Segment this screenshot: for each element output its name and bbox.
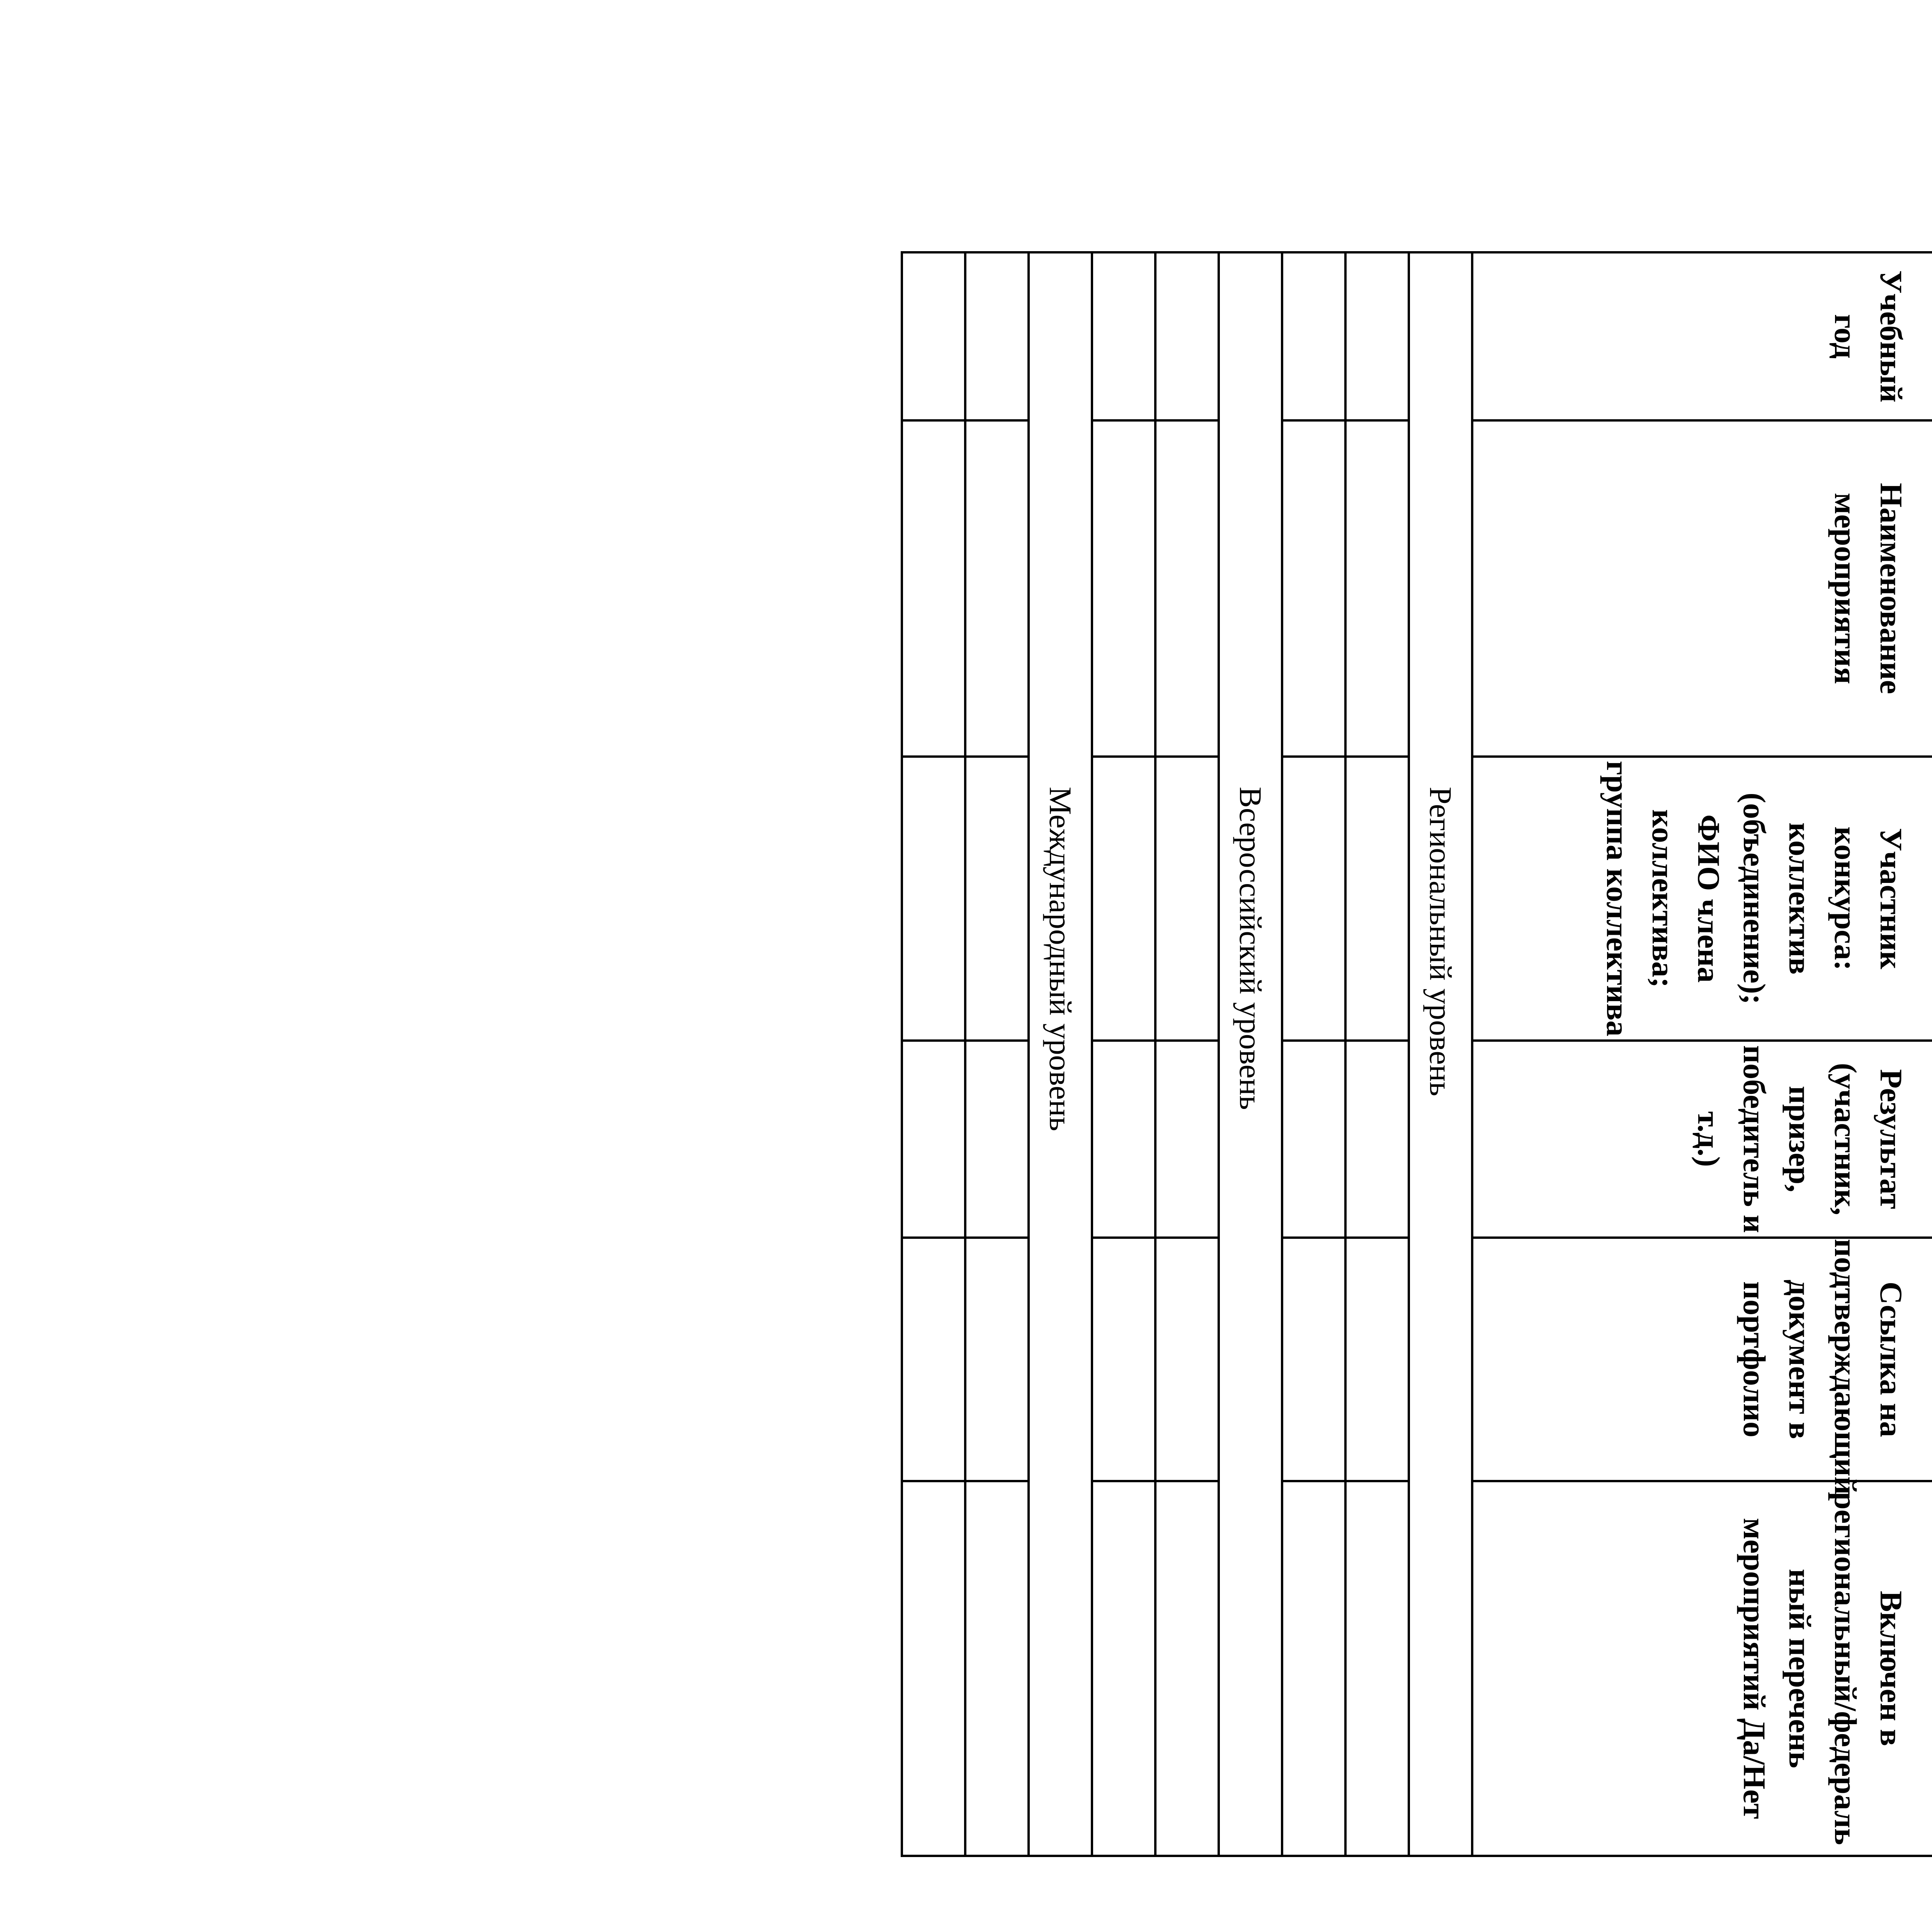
table-cell bbox=[1155, 252, 1219, 420]
table-cell bbox=[902, 420, 965, 757]
table-row bbox=[1282, 252, 1345, 1856]
table-cell bbox=[1345, 1041, 1409, 1238]
table-cell bbox=[965, 252, 1029, 420]
table-cell bbox=[1345, 1238, 1409, 1481]
table-cell bbox=[1282, 1238, 1345, 1481]
table-cell bbox=[965, 757, 1029, 1041]
table-cell bbox=[1155, 757, 1219, 1041]
header-academic-year: Учебный год bbox=[1472, 252, 1932, 420]
level-regional: Региональный уровень bbox=[1409, 252, 1472, 1856]
header-participant: Участник конкурса: коллектив (объединение); ФИО члена коллектива; группа коллектива bbox=[1472, 757, 1932, 1041]
header-included-in-list: Включен в региональный/федераль ный перечень мероприятий Да/Нет bbox=[1472, 1481, 1932, 1856]
level-international: Международный уровень bbox=[1029, 252, 1092, 1856]
table-cell bbox=[1092, 252, 1155, 420]
table-cell bbox=[1345, 1481, 1409, 1856]
level-row bbox=[1409, 252, 1472, 1856]
table-cell bbox=[902, 1481, 965, 1856]
table-cell bbox=[1345, 420, 1409, 757]
table-row bbox=[1155, 252, 1219, 1856]
table-cell bbox=[965, 1238, 1029, 1481]
table-cell bbox=[1092, 1238, 1155, 1481]
table-cell bbox=[1155, 420, 1219, 757]
table-cell bbox=[1282, 252, 1345, 420]
table-cell bbox=[902, 1238, 965, 1481]
table-cell bbox=[1282, 757, 1345, 1041]
table-cell bbox=[1345, 252, 1409, 420]
table-cell bbox=[965, 420, 1029, 757]
table-cell bbox=[965, 1041, 1029, 1238]
table-cell bbox=[1092, 757, 1155, 1041]
table-cell bbox=[1282, 420, 1345, 757]
header-document-link: Ссылка на подтверждающий документ в портфолио bbox=[1472, 1238, 1932, 1481]
table-cell bbox=[1155, 1481, 1219, 1856]
table-row bbox=[1345, 252, 1409, 1856]
table-cell bbox=[965, 1481, 1029, 1856]
table-cell bbox=[1282, 1481, 1345, 1856]
level-row bbox=[1219, 252, 1282, 1856]
table-cell bbox=[1155, 1041, 1219, 1238]
table-row bbox=[1092, 252, 1155, 1856]
level-all-russian: Всероссийский уровень bbox=[1219, 252, 1282, 1856]
header-row bbox=[1472, 252, 1932, 1856]
table-cell bbox=[902, 757, 965, 1041]
table-cell bbox=[902, 252, 965, 420]
table-cell bbox=[1092, 420, 1155, 757]
table-cell bbox=[1282, 1041, 1345, 1238]
table-cell bbox=[1155, 1238, 1219, 1481]
table-row bbox=[965, 252, 1029, 1856]
table-cell bbox=[1345, 757, 1409, 1041]
table-cell bbox=[1092, 1481, 1155, 1856]
results-table bbox=[901, 251, 1932, 1857]
table-cell bbox=[1092, 1041, 1155, 1238]
header-event-name: Наименование мероприятия bbox=[1472, 420, 1932, 757]
header-result: Результат (участник, призер, победитель и т.д.) bbox=[1472, 1041, 1932, 1238]
table-cell bbox=[902, 1041, 965, 1238]
level-row bbox=[1029, 252, 1092, 1856]
table-row bbox=[902, 252, 965, 1856]
